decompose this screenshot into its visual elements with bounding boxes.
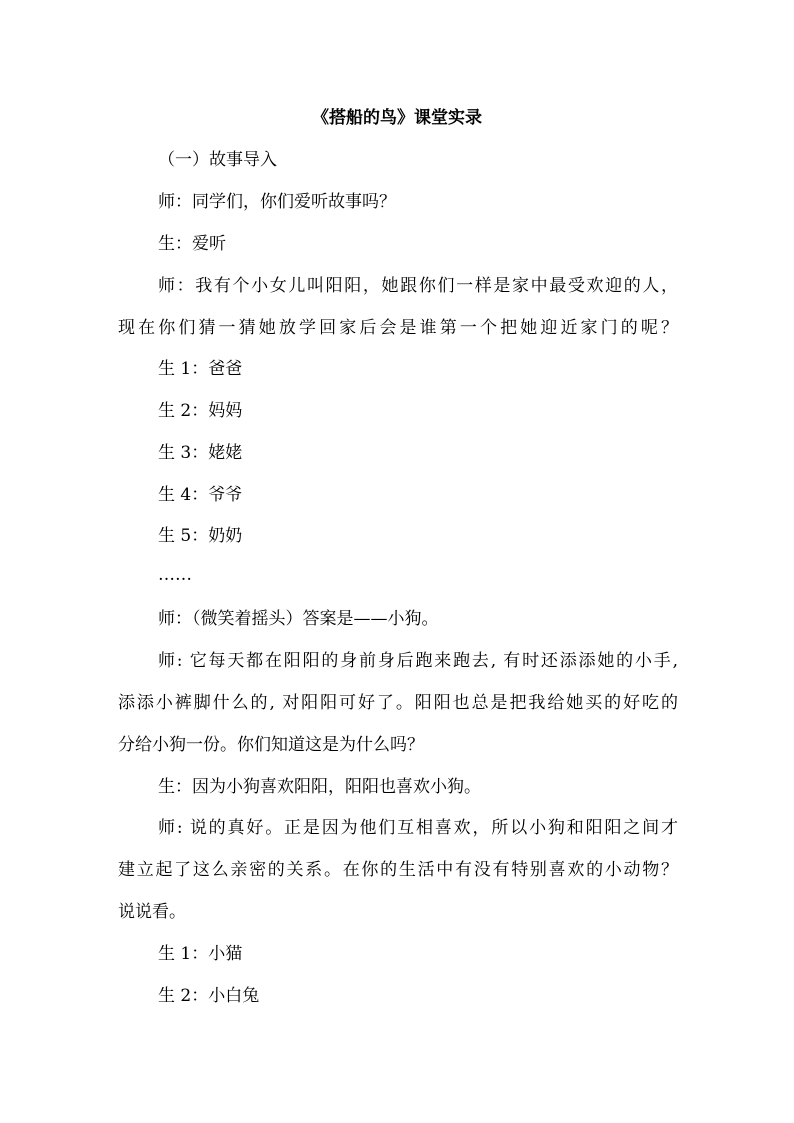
section-heading: （一）故事导入 bbox=[158, 150, 277, 170]
document-title: 《搭船的鸟》课堂实录 bbox=[312, 108, 482, 128]
dialogue-line: 生 5：奶奶 bbox=[158, 526, 243, 546]
dialogue-line-continued: 添添小裤脚什么的, 对阳阳可好了。阳阳也总是把我给她买的好吃的 bbox=[118, 693, 678, 713]
dialogue-line: 生 3：姥姥 bbox=[158, 443, 243, 463]
dialogue-line: 师：我有个小女儿叫阳阳，她跟你们一样是家中最受欢迎的人， bbox=[158, 276, 678, 296]
dialogue-line-continued: 说说看。 bbox=[118, 902, 186, 922]
dialogue-line: 生 2：妈妈 bbox=[158, 401, 243, 421]
dialogue-line: 师：（微笑着摇头）答案是——小狗。 bbox=[158, 609, 439, 629]
ellipsis-line: …… bbox=[158, 565, 192, 585]
dialogue-line-continued: 建立起了这么亲密的关系。在你的生活中有没有特别喜欢的小动物？ bbox=[118, 860, 678, 880]
dialogue-line: 生 1：爸爸 bbox=[158, 359, 243, 379]
dialogue-line: 师: 它每天都在阳阳的身前身后跑来跑去, 有时还添添她的小手, bbox=[158, 651, 678, 671]
dialogue-line: 生：因为小狗喜欢阳阳，阳阳也喜欢小狗。 bbox=[158, 777, 481, 797]
dialogue-line: 生：爱听 bbox=[158, 234, 226, 254]
dialogue-line: 生 1：小猫 bbox=[158, 944, 243, 964]
dialogue-line: 师：同学们，你们爱听故事吗？ bbox=[158, 192, 396, 212]
dialogue-line: 师: 说的真好。正是因为他们互相喜欢，所以小狗和阳阳之间才 bbox=[158, 818, 678, 838]
dialogue-line: 生 4：爷爷 bbox=[158, 485, 243, 505]
dialogue-line: 生 2：小白兔 bbox=[158, 986, 260, 1006]
dialogue-line-continued: 现在你们猜一猜她放学回家后会是谁第一个把她迎近家门的呢？ bbox=[118, 318, 678, 338]
dialogue-line-continued: 分给小狗一份。你们知道这是为什么吗？ bbox=[118, 735, 424, 755]
